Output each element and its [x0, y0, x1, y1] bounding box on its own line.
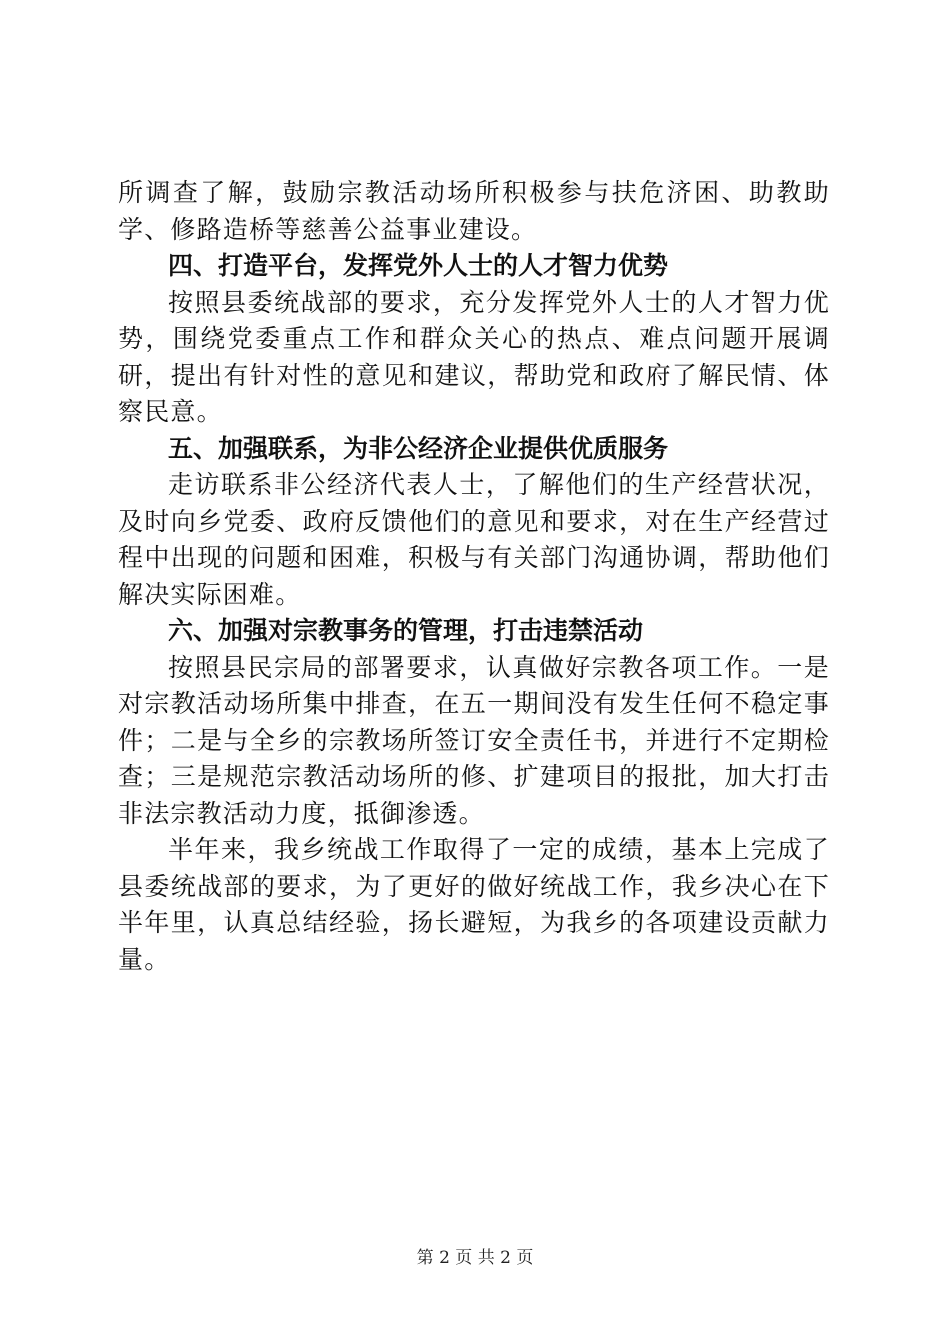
section-heading: 六、加强对宗教事务的管理，打击违禁活动 — [168, 616, 644, 645]
page-number-footer: 第 2 页 共 2 页 — [416, 1248, 534, 1268]
paragraph: 按照县委统战部的要求，充分发挥党外人士的人才智力优势，围绕党委重点工作和群众关心的热点、难点问题开展调研，提出有针对性的意见和建议，帮助党和政府了解民情、体察民意。 — [118, 287, 830, 426]
section-heading: 五、加强联系，为非公经济企业提供优质服务 — [168, 433, 669, 463]
paragraph: 所调查了解，鼓励宗教活动场所积极参与扶危济困、助教助学、修路造桥等慈善公益事业建设。 — [118, 178, 830, 244]
document-body — [118, 175, 830, 978]
paragraph: 半年来，我乡统战工作取得了一定的成绩，基本上完成了县委统战部的要求，为了更好的做好统战工作，我乡决心在下半年里，认真总结经验，扬长避短，为我乡的各项建设贡献力量。 — [118, 835, 830, 974]
section-heading: 四、打造平台，发挥党外人士的人才智力优势 — [168, 251, 669, 280]
paragraph: 走访联系非公经济代表人士，了解他们的生产经营状况，及时向乡党委、政府反馈他们的意见和要求，对在生产经营过程中出现的问题和困难，积极与有关部门沟通协调，帮助他们解决实际困难。 — [118, 470, 830, 609]
paragraph: 按照县民宗局的部署要求，认真做好宗教各项工作。一是对宗教活动场所集中排查，在五一期间没有发生任何不稳定事件；二是与全乡的宗教场所签订安全责任书，并进行不定期检查；三是规范宗教活动场所的修、扩建项目的报批，加大打击非法宗教活动力度，抵御渗透。 — [118, 652, 830, 828]
